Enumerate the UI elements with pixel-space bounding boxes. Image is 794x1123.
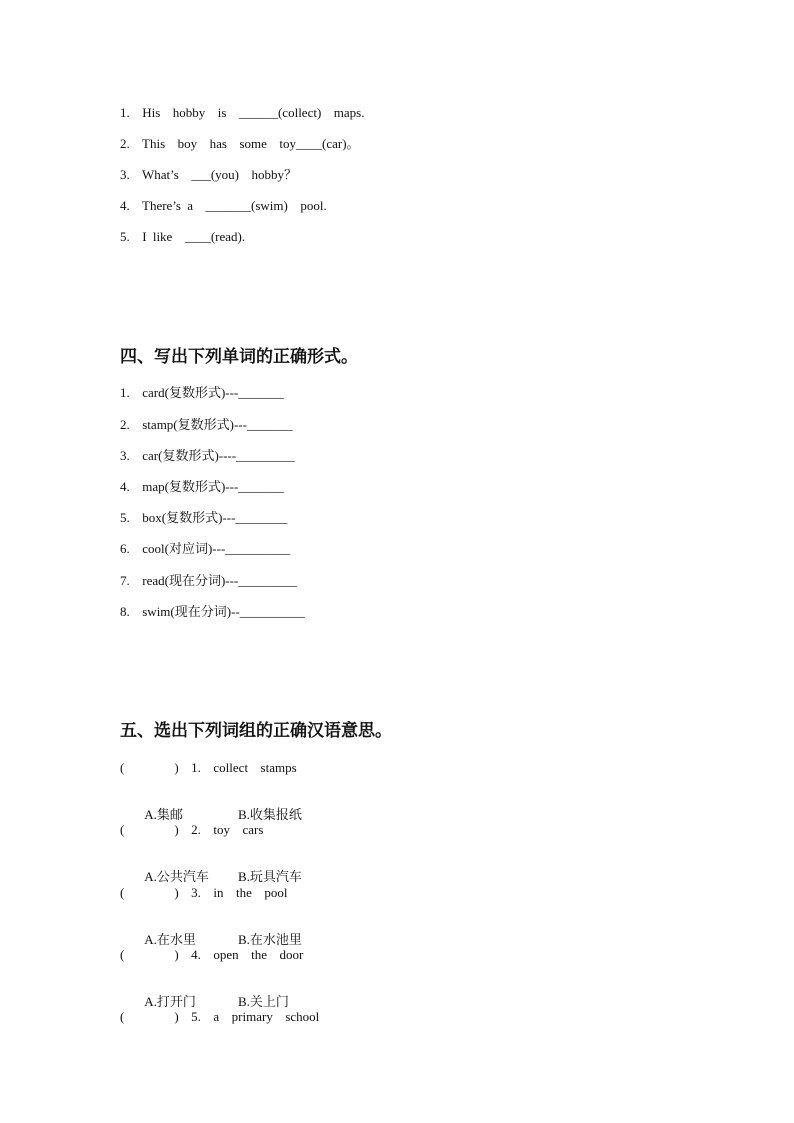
exercise-item: 1. His hobby is ______(collect) maps. — [120, 105, 365, 120]
exercise-item: 4. map(复数形式)---_______ — [120, 479, 284, 494]
exercise-item: 7. read(现在分词)---_________ — [120, 573, 297, 588]
option-a: A.打开门 — [144, 994, 196, 1009]
option-b: B.关上门 — [238, 994, 289, 1009]
option-b: B.收集报纸 — [238, 807, 302, 822]
exercise-item: 4. There’s a _______(swim) pool. — [120, 198, 327, 213]
exercise-item: 8. swim(现在分词)--__________ — [120, 604, 305, 619]
exercise-item: 1. card(复数形式)---_______ — [120, 385, 284, 400]
exercise-item: 2. stamp(复数形式)---_______ — [120, 417, 293, 432]
option-a: A.集邮 — [144, 807, 183, 822]
option-b: B.在水池里 — [238, 932, 302, 947]
question-stem: ( ) 5. a primary school — [120, 1009, 320, 1024]
option-a: A.公共汽车 — [144, 869, 209, 884]
question-stem: ( ) 1. collect stamps — [120, 760, 297, 775]
question-stem: ( ) 2. toy cars — [120, 822, 264, 837]
question-stem: ( ) 4. open the door — [120, 947, 304, 962]
exercise-item: 5. I like ____(read). — [120, 229, 246, 244]
section-heading: 五、选出下列词组的正确汉语意思。 — [120, 721, 392, 741]
exercise-item: 5. box(复数形式)---________ — [120, 510, 288, 525]
exercise-item: 2. This boy has some toy____(car)。 — [120, 136, 360, 151]
exercise-item: 3. car(复数形式)----_________ — [120, 448, 295, 463]
option-b: B.玩具汽车 — [238, 869, 302, 884]
section-heading: 四、写出下列单词的正确形式。 — [120, 347, 358, 367]
question-stem: ( ) 3. in the pool — [120, 885, 288, 900]
option-a: A.在水里 — [144, 932, 196, 947]
exercise-item: 6. cool(对应词)---__________ — [120, 541, 291, 556]
exercise-item: 3. What’s ___(you) hobby？ — [120, 167, 297, 182]
